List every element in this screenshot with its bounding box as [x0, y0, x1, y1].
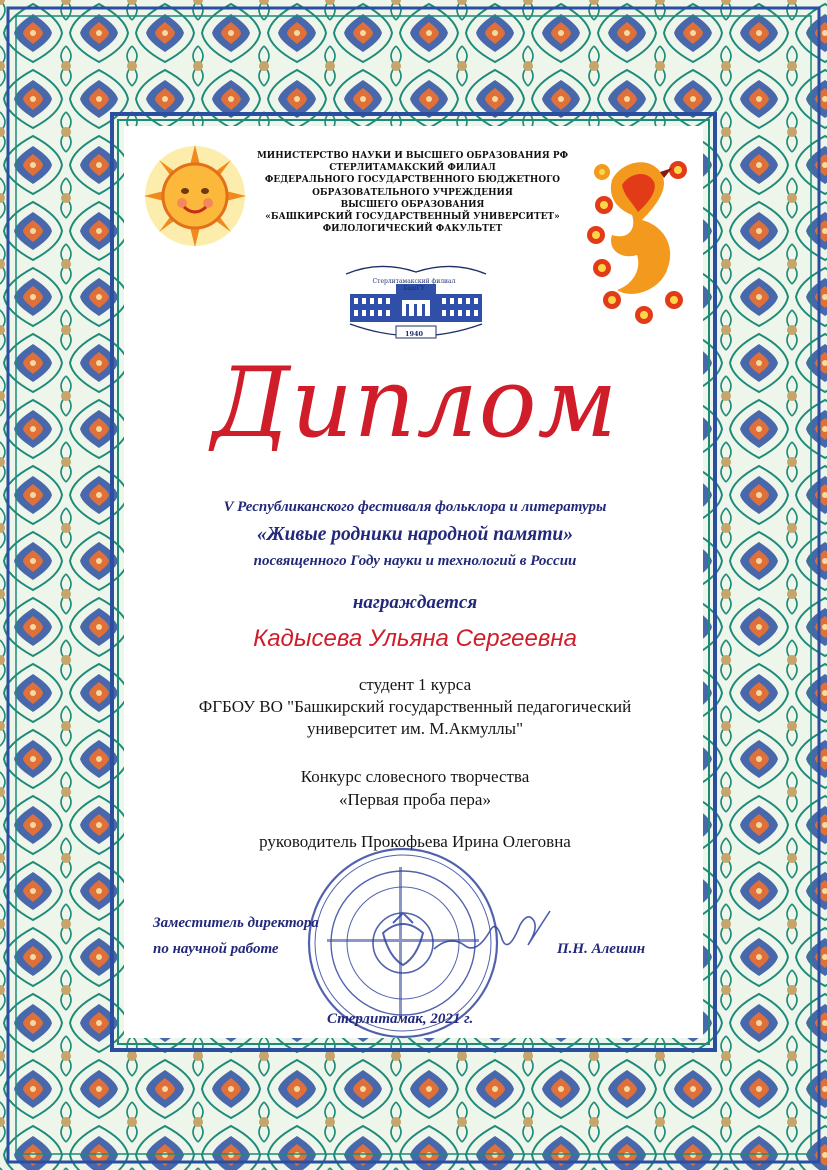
festival-name: «Живые родники народной памяти»: [256, 524, 573, 545]
logo-caption: [364, 278, 464, 292]
ministry-header: [240, 150, 585, 235]
signer-position: Заместитель директора: [153, 915, 319, 931]
contest-name: «Первая проба пера»: [339, 790, 491, 809]
ministry-line: ОБРАЗОВАТЕЛЬНОГО УЧРЕЖДЕНИЯ: [312, 187, 513, 198]
logo-year: 1940: [404, 330, 424, 338]
student-status: студент 1 курса: [358, 675, 472, 694]
awarded-label: награждается: [352, 592, 478, 613]
university-line: университет им. М.Акмуллы": [306, 719, 524, 738]
festival-line: посвященного Году науки и технологий в России: [253, 553, 577, 569]
ministry-line: ФИЛОЛОГИЧЕСКИЙ ФАКУЛЬТЕТ: [322, 224, 503, 235]
festival-line: V Республиканского фестиваля фольклора и литературы: [223, 499, 607, 515]
logo-caption-line: Стерлитамакский филиал: [372, 278, 456, 285]
signer-name: П.Н. Алешин: [557, 941, 646, 957]
contest-line: Конкурс словесного творчества: [300, 767, 530, 786]
recipient-name: Кадысева Ульяна Сергеевна: [253, 625, 577, 652]
ministry-line: МИНИСТЕРСТВО НАУКИ И ВЫСШЕГО ОБРАЗОВАНИЯ РФ: [256, 151, 569, 161]
sun-emblem-icon: [142, 143, 248, 249]
ministry-line: «БАШКИРСКИЙ ГОСУДАРСТВЕННЫЙ УНИВЕРСИТЕТ»: [265, 212, 560, 223]
logo-caption-line: БашГУ: [403, 285, 425, 292]
ministry-line: ФЕДЕРАЛЬНОГО ГОСУДАРСТВЕННОГО БЮДЖЕТНОГО: [264, 175, 561, 186]
diploma-title: Диплом: [211, 347, 619, 459]
ministry-line: СТЕРЛИТАМАКСКИЙ ФИЛИАЛ: [329, 163, 496, 174]
handwritten-signature: [430, 905, 555, 965]
signer-position: по научной работе: [153, 941, 279, 957]
place-date: Стерлитамак, 2021 г.: [327, 1011, 474, 1027]
ministry-line: ВЫСШЕГО ОБРАЗОВАНИЯ: [340, 199, 485, 210]
university-line: ФГБОУ ВО "Башкирский государственный педагогический: [198, 697, 632, 716]
firebird-icon: [582, 150, 690, 332]
supervisor-line: руководитель Прокофьева Ирина Олеговна: [259, 832, 571, 851]
